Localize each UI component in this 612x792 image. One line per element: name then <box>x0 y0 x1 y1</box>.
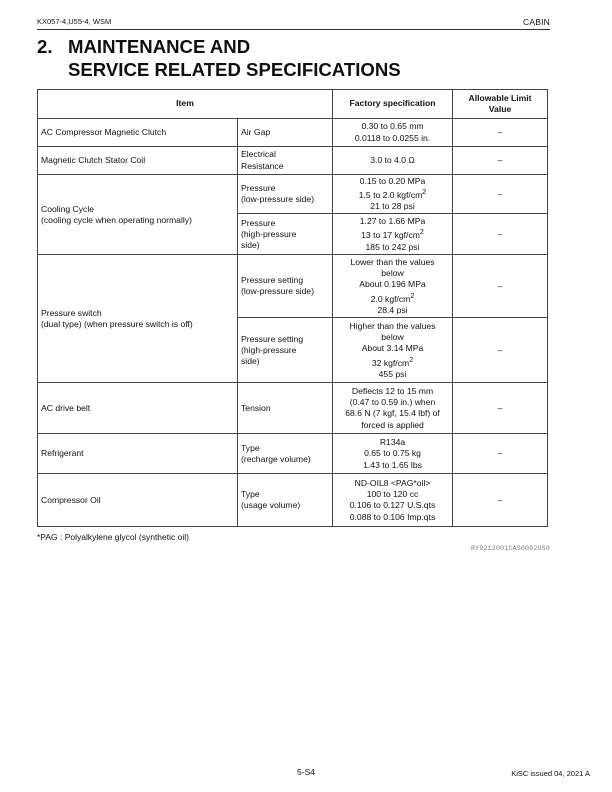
footnote-pag: *PAG : Polyalkylene glycol (synthetic oil) <box>37 532 189 542</box>
factory-line: 1.27 to 1.66 MPa <box>359 216 426 227</box>
factory-line: 455 psi <box>378 368 407 379</box>
page-number: 5-S4 <box>297 767 315 777</box>
row-item: Refrigerant <box>38 434 238 474</box>
row-limit: – <box>453 175 548 214</box>
table-row <box>38 383 548 434</box>
header-section: CABIN <box>523 17 550 27</box>
col-header-factory: Factory specification <box>333 90 453 119</box>
row-factory: ND-OIL8 <PAG*oil> 100 to 120 cc 0.106 to 0.127 U.S.qts 0.088 to 0.106 Imp.qts <box>333 474 453 527</box>
factory-line: 32 kgf/$cm^2$ <box>371 355 414 368</box>
row-limit: – <box>453 119 548 147</box>
row-sub: Pressure setting (low-pressure side) <box>238 255 333 318</box>
row-factory: 3.0 to 4.0 Ω <box>333 147 453 175</box>
title-number: 2. <box>37 36 53 57</box>
table-header-row <box>38 90 548 119</box>
table-row <box>38 434 548 474</box>
row-item: Cooling Cycle (cooling cycle when operating normally) <box>38 175 238 255</box>
row-factory <box>333 175 453 214</box>
table-row <box>38 147 548 175</box>
superscript: 2 <box>410 291 415 300</box>
superscript: 2 <box>409 355 414 364</box>
factory-line: 1.5 to 2.0 kgf/$cm^2$ <box>358 188 427 201</box>
factory-line: Lower than the values below About 0.196 MPa <box>350 257 435 290</box>
table-row <box>38 474 548 527</box>
row-sub: Pressure setting (high-pressure side) <box>238 318 333 383</box>
row-limit: – <box>453 318 548 383</box>
table-row <box>38 255 548 318</box>
document-code: RY9212001CAS0002US0 <box>471 545 550 552</box>
factory-line: 21 to 28 psi <box>370 201 415 212</box>
row-item: Magnetic Clutch Stator Coil <box>38 147 238 175</box>
row-sub: Air Gap <box>238 119 333 147</box>
row-factory: Deflects 12 to 15 mm (0.47 to 0.59 in.) when 68.6 N (7 kgf, 15.4 lbf) of forced is applied <box>333 383 453 434</box>
row-limit: – <box>453 434 548 474</box>
page-title <box>37 35 401 81</box>
row-sub: Pressure (high-pressure side) <box>238 214 333 255</box>
row-factory <box>333 214 453 255</box>
superscript: 2 <box>419 228 424 237</box>
row-limit: – <box>453 147 548 175</box>
row-limit: – <box>453 474 548 527</box>
table-row <box>38 175 548 214</box>
row-factory: R134a 0.65 to 0.75 kg 1.43 to 1.65 lbs <box>333 434 453 474</box>
row-item: AC drive belt <box>38 383 238 434</box>
row-factory <box>333 255 453 318</box>
row-limit: – <box>453 214 548 255</box>
row-sub: Electrical Resistance <box>238 147 333 175</box>
row-sub: Type (usage volume) <box>238 474 333 527</box>
col-header-item: Item <box>38 90 333 119</box>
row-sub: Tension <box>238 383 333 434</box>
title-line1: MAINTENANCE AND <box>68 36 251 57</box>
factory-line: 28.4 psi <box>377 304 408 315</box>
title-line2: SERVICE RELATED SPECIFICATIONS <box>68 59 401 80</box>
header-doc-id: KX057-4,U55-4, WSM <box>37 17 112 26</box>
table-row <box>38 119 548 147</box>
row-item: Compressor Oil <box>38 474 238 527</box>
factory-line: 2.0 kgf/$cm^2$ <box>370 291 415 304</box>
row-limit: – <box>453 255 548 318</box>
factory-line: Higher than the values below About 3.14 MPa <box>349 321 436 354</box>
row-item: Pressure switch (dual type) (when pressure switch is off) <box>38 255 238 383</box>
factory-line: 0.15 to 0.20 MPa <box>359 176 426 186</box>
factory-line: 13 to 17 kgf/$cm^2$ <box>361 228 424 241</box>
superscript: 2 <box>422 188 427 197</box>
spec-table <box>37 89 548 527</box>
row-factory <box>333 318 453 383</box>
col-header-limit: Allowable Limit Value <box>453 90 548 119</box>
row-factory: 0.30 to 0.65 mm 0.0118 to 0.0255 in. <box>333 119 453 147</box>
row-sub: Pressure (low-pressure side) <box>238 175 333 214</box>
issue-info: KiSC issued 04, 2021 A <box>511 769 590 778</box>
header-rule <box>37 29 550 30</box>
factory-line: 185 to 242 psi <box>365 241 420 252</box>
row-item: AC Compressor Magnetic Clutch <box>38 119 238 147</box>
row-sub: Type (recharge volume) <box>238 434 333 474</box>
row-limit: – <box>453 383 548 434</box>
